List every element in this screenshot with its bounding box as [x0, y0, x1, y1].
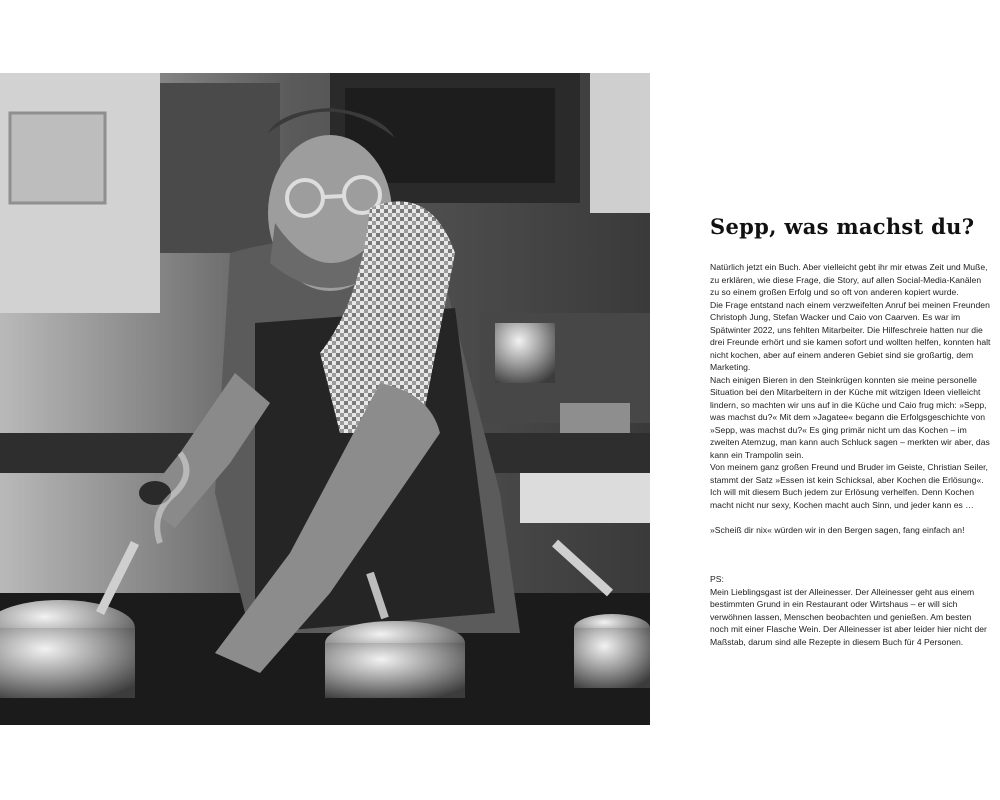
ps-label: PS:: [710, 574, 724, 585]
closing-line: »Scheiß dir nix« würden wir in den Bergen sagen, fang einfach an!: [710, 524, 965, 535]
article-body: [710, 261, 992, 536]
ps-text: Mein Lieblingsgast ist der Alleinesser. Der Alleinesser geht aus einem bestimmten Grund in ein Restaurant oder Wirtshaus – er will sich verwöhnen lassen, Menschen beobachten und genießen. Am besten noch mit einer Flasche Wein. Der Alleinesser ist aber leider hier nicht der Maßstab, darum sind alle Rezepte in diesem Buch für 4 Personen.: [710, 586, 987, 647]
chef-photo: [0, 73, 650, 725]
paragraph: Nach einigen Bieren in den Steinkrügen konnten sie meine personelle Situation bei den Mitarbeitern in der Küche mit witzigen Ideen vielleicht lindern, so machten wir uns auf in die Küche und Caio frug mich: »Sepp, was machst du?« Mit dem »Jagatee« begann die Erfolgsgeschichte von »Sepp, was machst du?« Es ging primär nicht um das Kochen – im zweiten Atemzug, man kann auch Schluck sagen – merkten wir aber, das kann ein Trampolin sein.: [710, 374, 990, 460]
paragraph: Von meinem ganz großen Freund und Bruder im Geiste, Christian Seiler, stammt der Satz »Essen ist kein Schicksal, aber Kochen die Erlösung«. Ich will mit diesem Buch jedem zur Erlösung verhelfen. Denn Kochen macht nicht nur sexy, Kochen macht auch Sinn, und jeder kann es …: [710, 462, 988, 510]
article-title: Sepp, was machst du?: [710, 214, 975, 239]
postscript: [710, 573, 992, 648]
paragraph: Natürlich jetzt ein Buch. Aber vielleicht gebt ihr mir etwas Zeit und Muße, zu erklären, wie diese Frage, die Story, auf allen Social-Media-Kanälen zu so einem großen Erfolg und so oft von anderen kopiert wurde.: [710, 262, 988, 298]
paragraph: Die Frage entstand nach einem verzweifelten Anruf bei meinen Freunden Christoph Jung, Stefan Wacker und Caio von Caarven. Es war im Spätwinter 2022, uns fehlten Mitarbeiter. Die Hilfeschreie hatten nur die drei Freunde erhört und sie kamen sofort und wollten helfen, konnten halt nicht kochen, aber auf einem anderen Gebiet sind sie großartig, dem Marketing.: [710, 299, 991, 373]
article-text: [710, 214, 992, 648]
